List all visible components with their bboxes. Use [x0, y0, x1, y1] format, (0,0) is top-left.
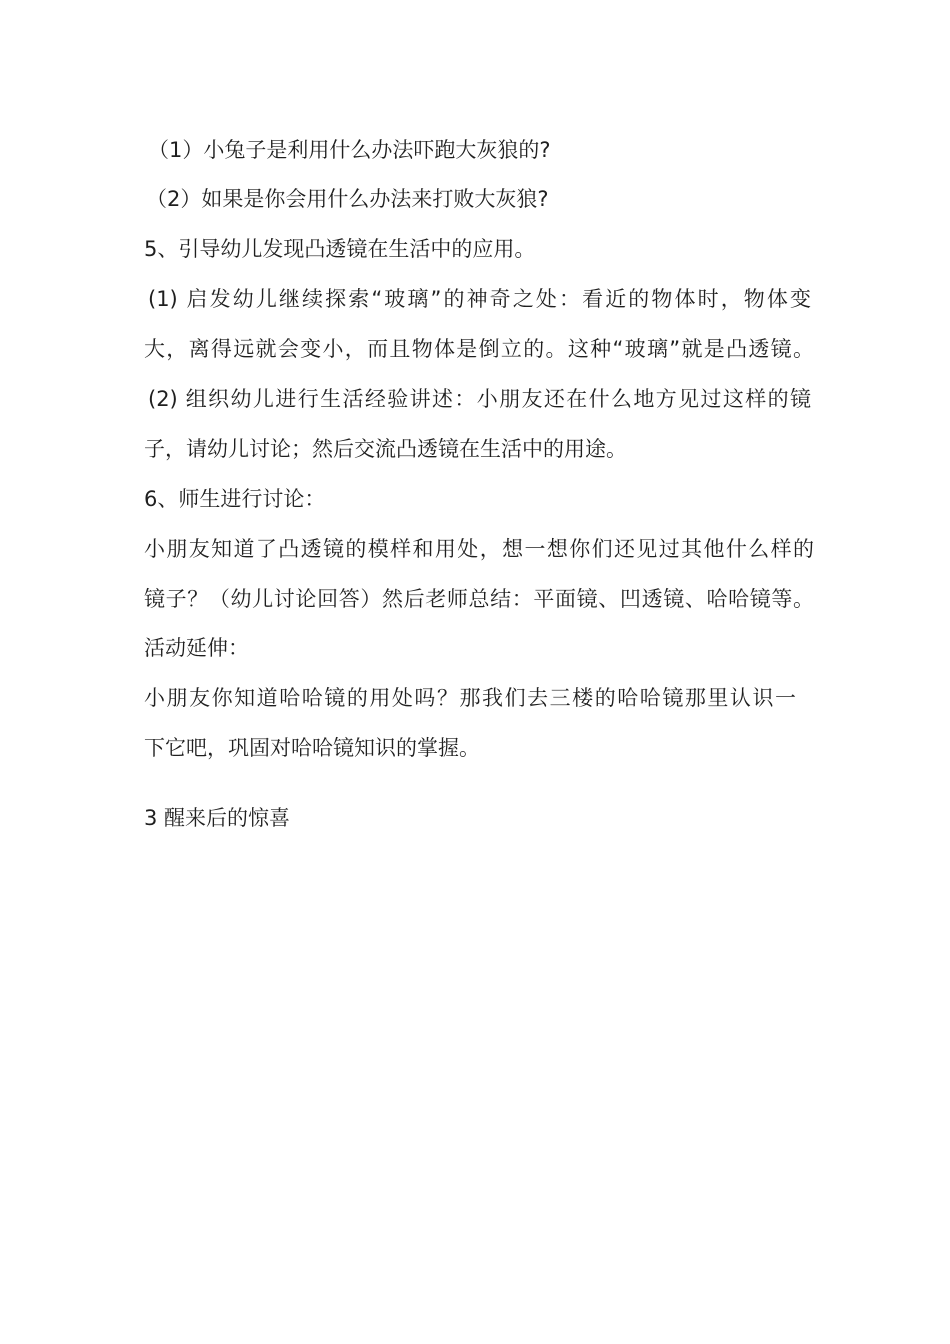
extension-line-2: 下它吧，巩固对哈哈镜知识的掌握。: [144, 736, 480, 760]
step-5-item-1-line-1: (1) 启发幼儿继续探索“玻璃”的神奇之处：看近的物体时，物体变: [148, 287, 811, 311]
question-1-line: （1）小兔子是利用什么办法吓跑大灰狼的?: [148, 138, 551, 162]
question-2-line: （2）如果是你会用什么办法来打败大灰狼?: [146, 187, 549, 211]
step-5-item-1-line-2: 大，离得远就会变小，而且物体是倒立的。这种“玻璃”就是凸透镜。: [144, 337, 814, 361]
step-6-heading: 6、师生进行讨论：: [144, 487, 326, 511]
step-5-heading: 5、引导幼儿发现凸透镜在生活中的应用。: [144, 237, 536, 261]
activity-extension-heading: 活动延伸：: [144, 636, 249, 660]
discussion-line-1: 小朋友知道了凸透镜的模样和用处，想一想你们还见过其他什么样的: [144, 537, 814, 561]
section-3-title: 3 醒来后的惊喜: [144, 806, 291, 830]
step-5-item-2-line-1: (2) 组织幼儿进行生活经验讲述：小朋友还在什么地方见过这样的镜: [148, 387, 811, 411]
step-5-item-2-line-2: 子，请幼儿讨论；然后交流凸透镜在生活中的用途。: [144, 437, 627, 461]
extension-line-1: 小朋友你知道哈哈镜的用处吗？那我们去三楼的哈哈镜那里认识一: [144, 686, 796, 710]
discussion-line-2: 镜子？（幼儿讨论回答）然后老师总结：平面镜、凹透镜、哈哈镜等。: [144, 587, 814, 611]
